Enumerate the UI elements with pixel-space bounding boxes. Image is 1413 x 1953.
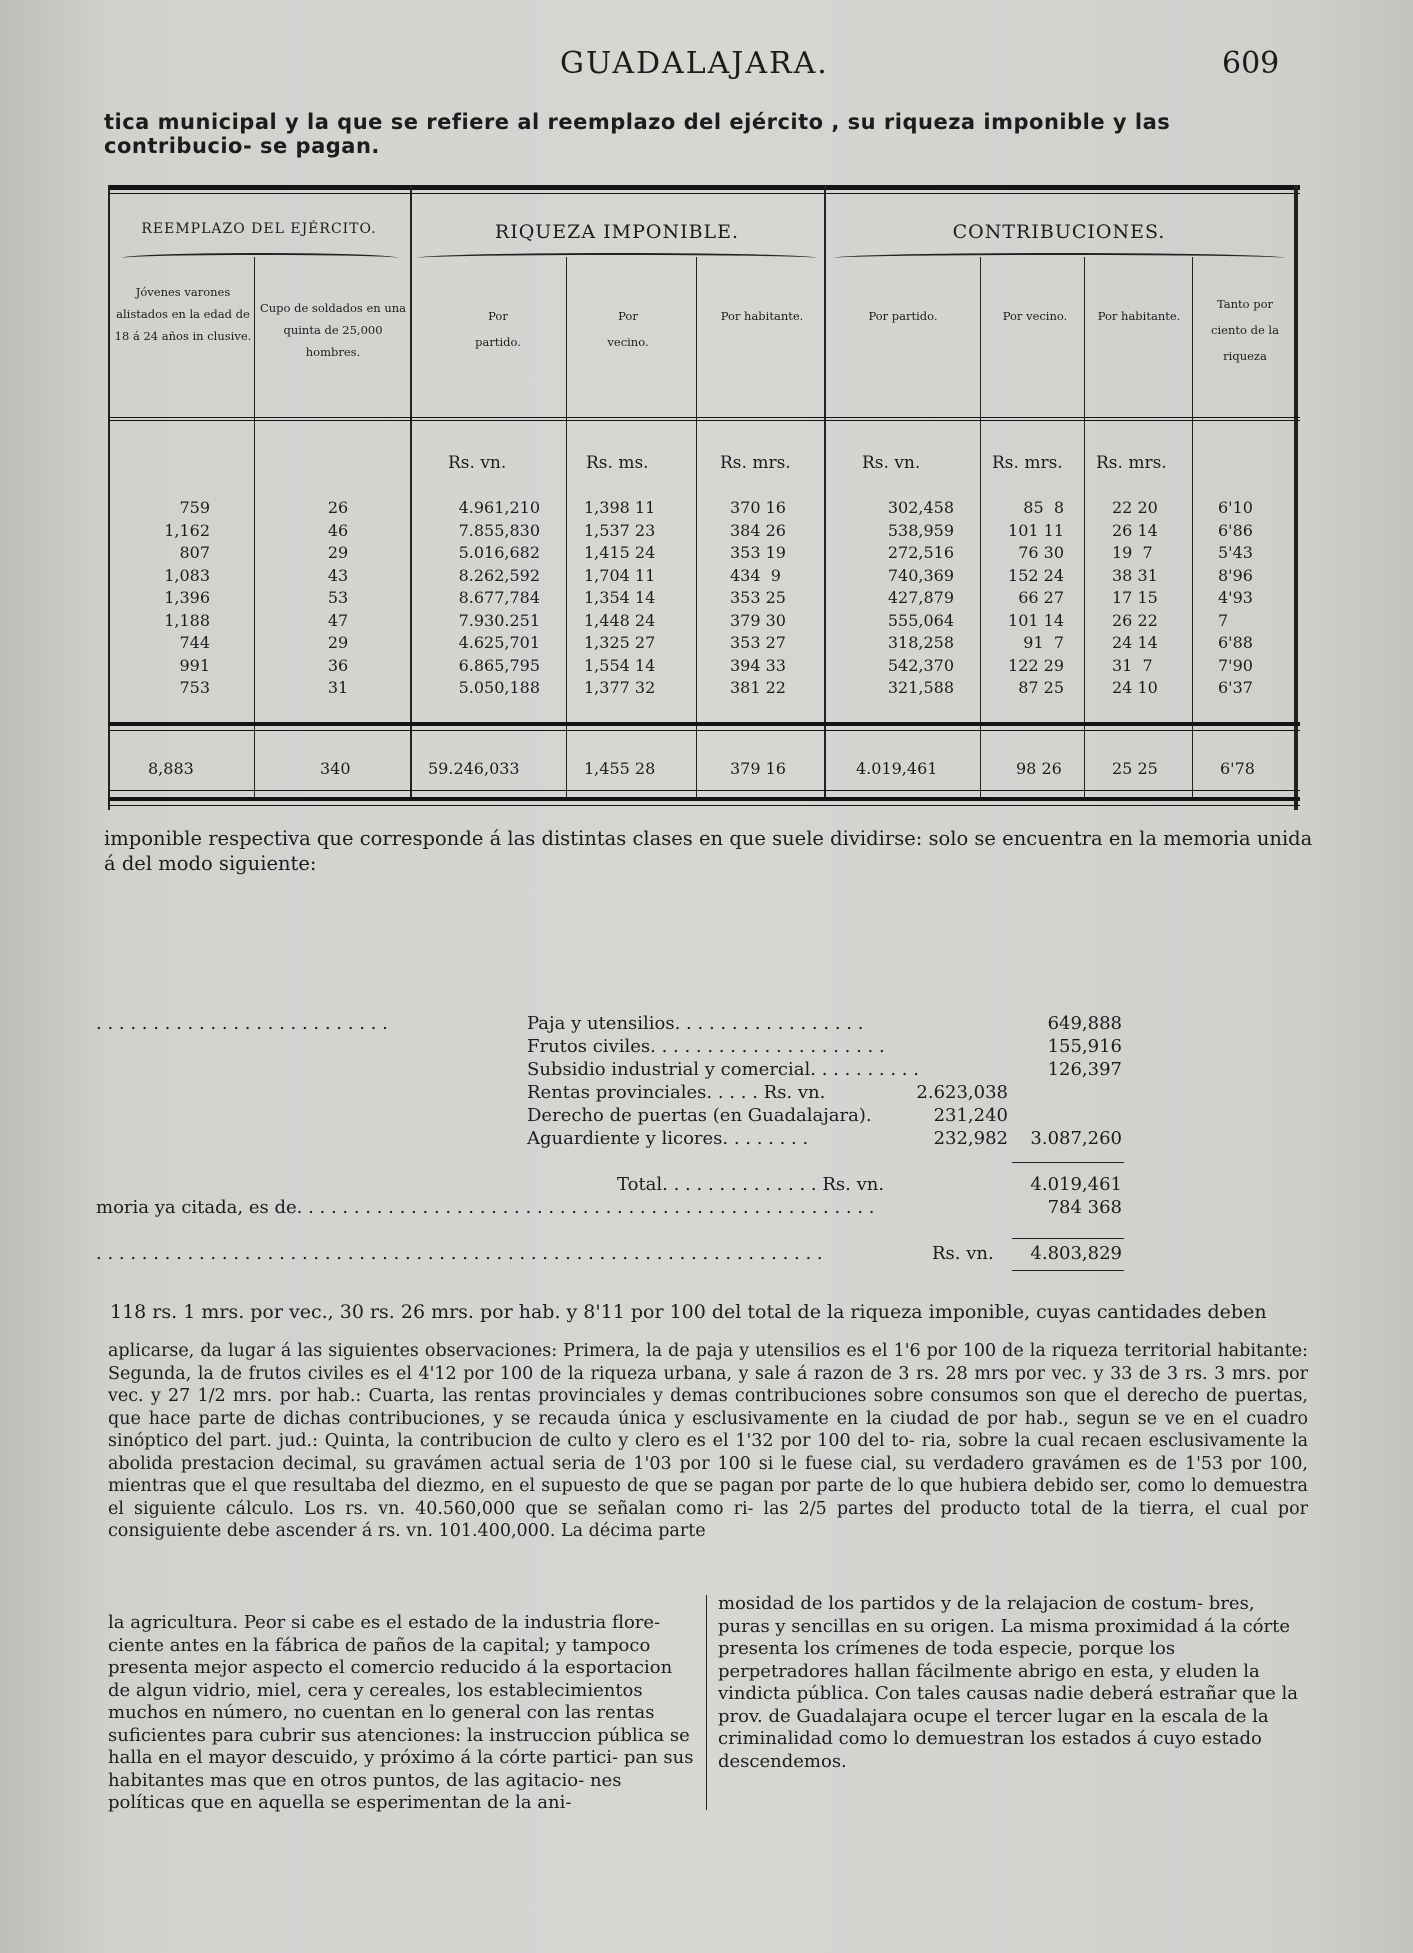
summary-subvalues: 2.623,038 231,240 232,982 bbox=[916, 1082, 1008, 1149]
summary-values: 649,888 155,916 126,397 3.087,260 4.019,461 784 368 4.803,829 bbox=[1030, 1013, 1122, 1264]
column-separator bbox=[706, 1595, 707, 1810]
brace bbox=[834, 253, 1284, 263]
sum-rule bbox=[1012, 1238, 1124, 1239]
sum-rule bbox=[1012, 1162, 1124, 1163]
intro-text: tica municipal y la que se refiere al reemplazo del ejército , su riqueza imponible y las contribucio- se pagan. bbox=[104, 110, 1171, 158]
col-con-partido: 302,458 538,959 272,516 740,369 427,879 555,064 318,258 542,370 321,588 bbox=[887, 498, 954, 697]
col-riq-vecino: 1,398 11 1,537 23 1,415 24 1,704 11 1,354 14 1,448 24 1,325 27 1,554 14 1,377 32 bbox=[584, 498, 656, 697]
paragraph-2: 118 rs. 1 mrs. por vec., 30 rs. 26 mrs. por hab. y 8'11 por 100 del total de la riqueza imponible, cuyas cantidades deben bbox=[110, 1301, 1267, 1323]
page-number: 609 bbox=[1222, 46, 1280, 81]
header-riq-vecino: Por vecino. bbox=[607, 309, 649, 349]
paragraph-1: imponible respectiva que corresponde á las distintas clases en que suele dividirse: solo se encuentra en la memoria unida á del modo siguiente: bbox=[104, 827, 1313, 875]
table-top-rule-thin bbox=[108, 193, 1300, 194]
col-jovenes: 759 1,162 807 1,083 1,396 1,188 744 991 753 bbox=[164, 498, 210, 697]
column-left: la agricultura. Peor si cabe es el estado de la industria flore- ciente antes en la fábrica de paños de la capital; y tampoco presenta mejor aspecto el comercio reducido á la esportacion de algun vidrio, miel, cera y cereales, los establecimientos muchos en número, no cuentan en lo general con las rentas suficientes para cubrir sus atenciones: la instruccion pública se halla en el mayor descuido, y próximo á la córte partici- pan sus habitantes mas que en otros puntos, de las agitacio- nes políticas que en aquella se esperimentan de la ani- bbox=[108, 1612, 694, 1813]
unit-label: Rs. mrs. bbox=[1096, 453, 1167, 473]
table-bottom-rule-thin bbox=[108, 805, 1300, 806]
summary-labels: . . . . . . . . . . . . . . . . . . . . . . . . . . moria ya citada, es de. . . . . . . . . . . . . . . . . . . . . . . . . . . . . . . . . . . . . . . . . . . . . . . . . . . . . . . . . . . . . . . . . . . . . . . . . . . . . . . . . . . . . . . . . . . . . . . . . . . . . . . . . . . . . . . . . . . bbox=[96, 1013, 875, 1264]
unit-label: Rs. mrs. bbox=[992, 453, 1063, 473]
summary-items: Paja y utensilios. . . . . . . . . . . . . . . . . Frutos civiles. . . . . . . . . . . . . . . . . . . . . Subsidio industrial y comercial. . . . . . . . . . Rentas provinciales. . . . . Rs. vn. Derecho de puertas (en Guadalajara). Aguardiente y licores. . . . . . . . bbox=[527, 1013, 919, 1149]
col-divider bbox=[566, 257, 567, 797]
total-jovenes: 8,883 bbox=[148, 759, 194, 778]
unit-label: Rs. mrs. bbox=[720, 453, 791, 473]
total-riq-vecino: 1,455 28 bbox=[584, 759, 656, 778]
header-riq-habitante: Por habitante. bbox=[720, 309, 804, 323]
header-con-vecino: Por vecino. bbox=[1002, 309, 1068, 323]
table-right-border bbox=[1294, 185, 1298, 810]
unit-label: Rs. ms. bbox=[586, 453, 649, 473]
group-riqueza: RIQUEZA IMPONIBLE. bbox=[494, 221, 740, 243]
total-con-habitante: 25 25 bbox=[1112, 759, 1158, 778]
col-divider bbox=[980, 257, 981, 797]
header-jovenes: Jóvenes varones alistados en la edad de 18 á 24 años in clusive. bbox=[114, 285, 252, 343]
table-left-border bbox=[108, 185, 110, 810]
totals-rule-thin bbox=[108, 730, 1300, 731]
col-tanto: 6'10 6'86 5'43 8'96 4'93 7 6'88 7'90 6'37 bbox=[1218, 498, 1253, 697]
header-tanto: Tanto por ciento de la riqueza bbox=[1211, 297, 1279, 363]
group-reemplazo: REEMPLAZO DEL EJÉRCITO. bbox=[141, 221, 377, 237]
group-contribuciones: CONTRIBUCIONES. bbox=[952, 221, 1166, 243]
header-rule bbox=[108, 420, 1300, 421]
total-riq-habitante: 379 16 bbox=[730, 759, 786, 778]
col-divider bbox=[1192, 257, 1193, 797]
col-cupo: 26 46 29 43 53 47 29 36 31 bbox=[327, 498, 349, 697]
table-bottom-rule bbox=[108, 797, 1300, 801]
col-divider bbox=[254, 257, 255, 797]
col-divider bbox=[824, 185, 826, 797]
col-riq-partido: 4.961,210 7.855,830 5.016,682 8.262,592 8.677,784 7.930.251 4.625,701 6.865,795 5.050,188 bbox=[458, 498, 540, 697]
sum-rule bbox=[1012, 1270, 1124, 1271]
statistics-table bbox=[108, 185, 1300, 810]
summary-final-label: Rs. vn. bbox=[932, 1243, 994, 1264]
header-con-partido: Por partido. bbox=[868, 309, 938, 323]
total-con-vecino: 98 26 bbox=[1016, 759, 1062, 778]
table-bottom-rule bbox=[108, 790, 1300, 791]
header-cupo: Cupo de soldados en una quinta de 25,000 hombres. bbox=[259, 301, 407, 359]
header-rule bbox=[108, 417, 1300, 418]
summary-total-label: Total. . . . . . . . . . . . . . Rs. vn. bbox=[617, 1174, 885, 1195]
total-tanto: 6'78 bbox=[1220, 759, 1255, 778]
unit-label: Rs. vn. bbox=[862, 453, 921, 473]
col-con-habitante: 22 20 26 14 19 7 38 31 17 15 26 22 24 14 31 7 24 10 bbox=[1112, 498, 1158, 697]
column-right: mosidad de los partidos y de la relajacion de costum- bres, puras y sencillas en su origen. La misma proximidad á la córte presenta los crímenes de toda especie, porque los perpetradores hallan fácilmente abrigo en esta, y eluden la vindicta pública. Con tales causas nadie deberá estrañar que la prov. de Guadalajara ocupe el tercer lugar en la escala de la criminalidad como lo demuestran los estados á cuyo estado descendemos. bbox=[718, 1593, 1299, 1772]
brace bbox=[418, 253, 816, 263]
header-riq-partido: Por partido. bbox=[475, 309, 521, 349]
paragraph-3: aplicarse, da lugar á las siguientes observaciones: Primera, la de paja y utensilios es el 1'6 por 100 de la riqueza territorial habitante: Segunda, la de frutos civiles es el 4'12 por 100 de la riqueza urbana, y sale á razon de 3 rs. 28 mrs por vec. y 33 de 3 rs. 3 mrs. por vec. y 27 1/2 mrs. por hab.: Cuarta, las rentas provinciales y demas contribuciones sobre consumos son que el derecho de puertas, que hace parte de dichas contribuciones, y se recauda única y esclusivamente en la ciudad de por hab., segun se ve en el cuadro sinóptico del part. jud.: Quinta, la contribucion de culto y clero es el 1'32 por 100 del to- ria, sobre la cual recaen esclusivamente la abolida prestacion decimal, su gravámen actual seria de 1'03 por 100 si le fuese cial, su verdadero gravámen es de 1'53 por 100, mientras que el que resultaba del diezmo, en el supuesto de que se pagan por parte de lo que hubiera debido ser, como lo demuestra el siguiente cálculo. Los rs. vn. 40.560,000 que se señalan como ri- las 2/5 partes del producto total de la tierra, el cual por consiguiente debe ascender á rs. vn. 101.400,000. La décima parte bbox=[108, 1341, 1308, 1541]
totals-rule bbox=[108, 722, 1300, 726]
header-con-habitante: Por habitante. bbox=[1097, 309, 1181, 323]
col-divider bbox=[696, 257, 697, 797]
total-riq-partido: 59.246,033 bbox=[428, 759, 520, 778]
unit-label: Rs. vn. bbox=[448, 453, 507, 473]
col-riq-habitante: 370 16 384 26 353 19 434 9 353 25 379 30 353 27 394 33 381 22 bbox=[730, 498, 786, 697]
total-cupo: 340 bbox=[320, 759, 351, 778]
table-top-rule bbox=[108, 185, 1300, 190]
running-title: GUADALAJARA. bbox=[560, 46, 829, 81]
col-divider bbox=[410, 185, 412, 797]
brace bbox=[122, 253, 398, 263]
total-con-partido: 4.019,461 bbox=[856, 759, 938, 778]
col-divider bbox=[1084, 257, 1085, 797]
col-con-vecino: 85 8 101 11 76 30 152 24 66 27 101 14 91 7 122 29 87 25 bbox=[1008, 498, 1064, 697]
